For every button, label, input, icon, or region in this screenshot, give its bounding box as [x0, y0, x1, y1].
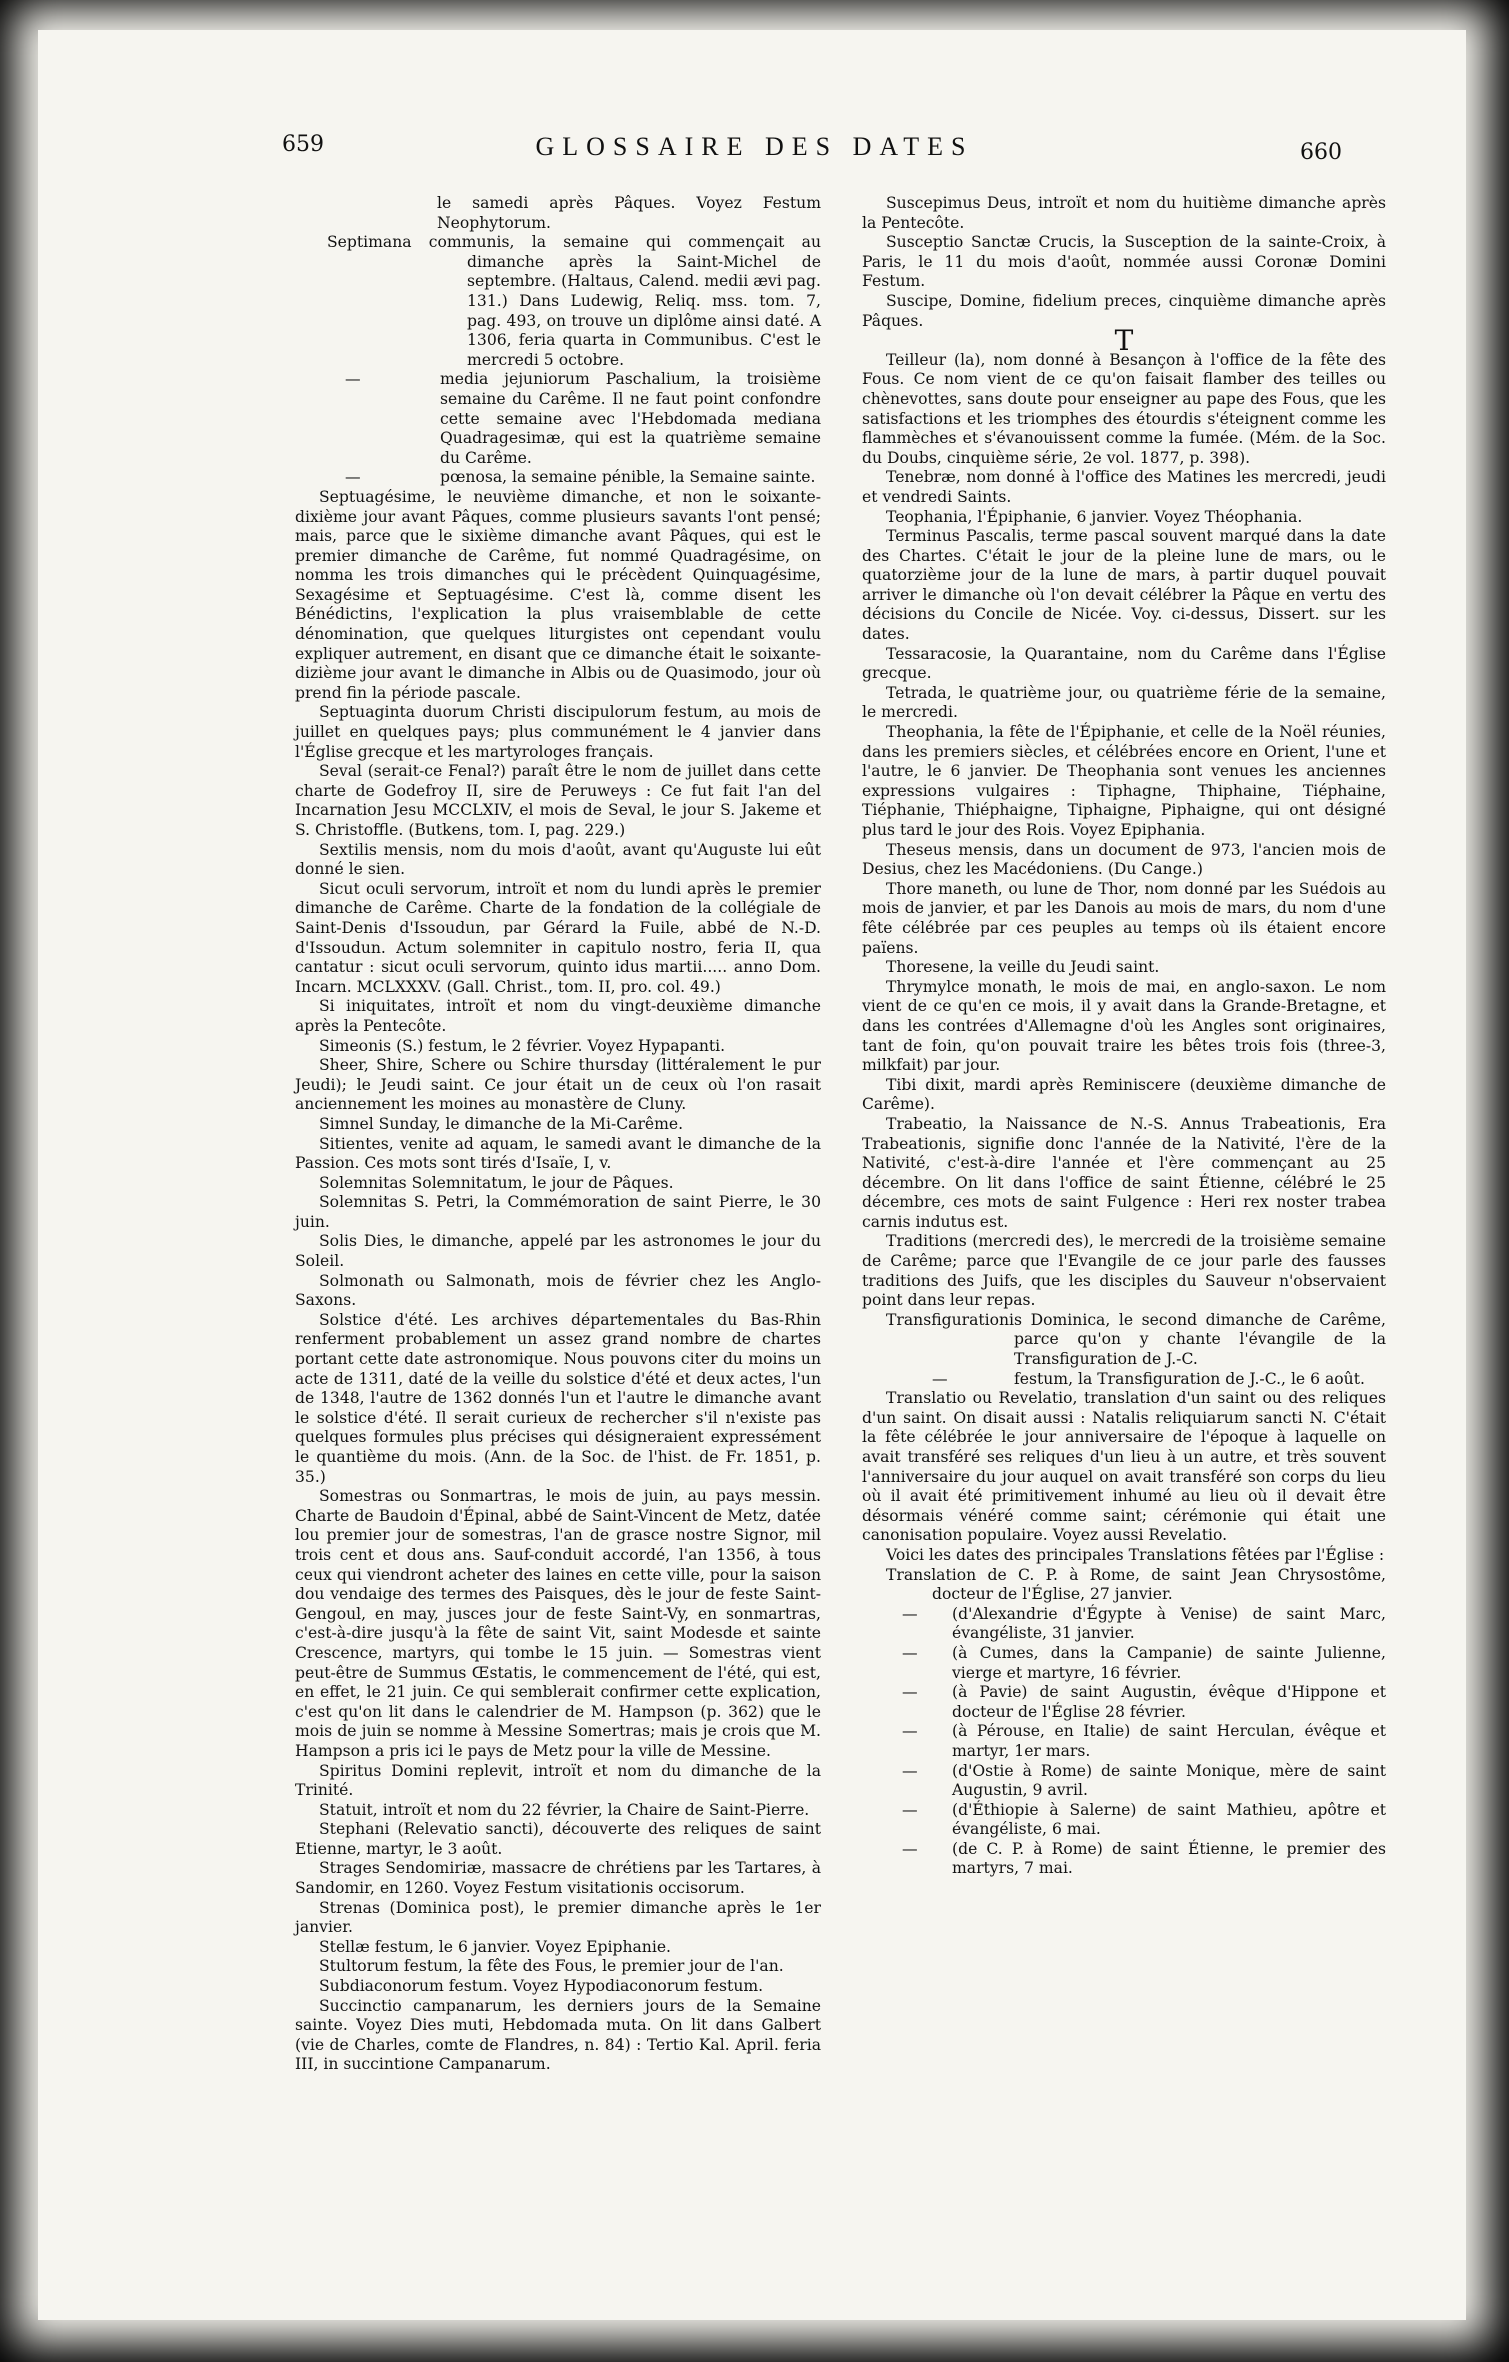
entry: Solmonath ou Salmonath, mois de février chez les Anglo-Saxons. [295, 1271, 821, 1310]
entry: Transfigurationis Dominica, le second dimanche de Carême, parce qu'on y chante l'évangile de la Transfiguration de J.-C. [886, 1310, 1386, 1369]
translation-item [862, 1683, 1386, 1722]
entry: Traditions (mercredi des), le mercredi de la troisième semaine de Carême; parce que l'Evangile de ce jour parle des fausses traditions des Juifs, que les disciples du Sauveur n'observaient point dans leur repas. [862, 1232, 1386, 1310]
entry: Suscepimus Deus, introït et nom du huitième dimanche après la Pentecôte. [862, 194, 1386, 232]
left-column [295, 194, 821, 2075]
entry: Simeonis (S.) festum, le 2 février. Voyez Hypapanti. [319, 1036, 726, 1055]
entry-text: (d'Ostie à Rome) de sainte Monique, mère de saint Augustin, 9 avril. [952, 1761, 1386, 1800]
entry-text: (de C. P. à Rome) de saint Étienne, le premier des martyrs, 7 mai. [952, 1839, 1386, 1878]
entry: Susceptio Sanctæ Crucis, la Susception de la sainte-Croix, à Paris, le 11 du mois d'août, nommée aussi Coronæ Domini Festum. [862, 233, 1386, 291]
entry: Stellæ festum, le 6 janvier. Voyez Epiphanie. [319, 1937, 672, 1956]
translation-item [862, 1801, 1386, 1840]
entry: Tessaracosie, la Quarantaine, nom du Carême dans l'Église grecque. [862, 644, 1386, 683]
entry: Sextilis mensis, nom du mois d'août, avant qu'Auguste lui eût donné le sien. [295, 840, 821, 879]
entry: Tibi dixit, mardi après Reminiscere (deuxième dimanche de Carême). [862, 1075, 1386, 1114]
dash-mark: — [902, 1761, 918, 1780]
entry-text: (d'Alexandrie d'Égypte à Venise) de saint Marc, évangéliste, 31 janvier. [952, 1604, 1386, 1643]
entry-text: (d'Éthiopie à Salerne) de saint Mathieu, apôtre et évangéliste, 6 mai. [952, 1800, 1386, 1839]
entry: Stultorum festum, la fête des Fous, le premier jour de l'an. [319, 1957, 784, 1976]
entry-text: (à Pérouse, en Italie) de saint Herculan, évêque et martyr, 1er mars. [952, 1722, 1386, 1760]
entry-text: festum, la Transfiguration de J.-C., le 6 août. [1014, 1369, 1365, 1388]
entry: Strages Sendomiriæ, massacre de chrétiens par les Tartares, à Sandomir, en 1260. Voyez Festum visitationis occisorum. [295, 1859, 821, 1898]
entry: Somestras ou Sonmartras, le mois de juin, au pays messin. Charte de Baudoin d'Épinal, abbé de Saint-Vincent de Metz, datée lou premier jour de somestras, l'an de grasce nostre Signor, mil trois cent et dous ans. Sauf-conduit accordé, l'an 1356, à tous ceux qui viendront acheter des laines en cette ville, pour la saison dou vendaige des termes des Paisques, dès le jour de feste Saint-Gengoul, en may, jusces jour de feste Saint-Vy, en sonmartras, c'est-à-dire jusqu'à la fête de saint Vit, saint Modesde et sainte Crescence, martyrs, qui tombe le 15 juin. — Somestras vient peut-être de Summus Œstatis, le commencement de l'été, qui est, en effet, le 21 juin. Ce qui semblerait confirmer cette explication, c'est qu'on lit dans le calendrier de M. Hampson (p. 362) que le mois de juin se nomme à Messine Somertras; mais je crois que M. Hampson a pris ici le pays de Metz pour la ville de Messine. [295, 1487, 821, 1760]
entry: le samedi après Pâques. Voyez Festum Neophytorum. [437, 194, 821, 232]
right-column [862, 194, 1386, 1879]
entry: Sicut oculi servorum, introït et nom du lundi après le premier dimanche de Carême. Charte de la fondation de la collégiale de Saint-Denis d'Issoudun, par Gérard la Fuile, abbé de N.-D. d'Issoudun. Actum solemniter in capitulo nostro, feria II, qua cantatur : sicut oculi servorum, quinto idus martii..... anno Dom. Incarn. MCLXXXV. (Gall. Christ., tom. II, pro. col. 49.) [295, 879, 821, 996]
entry: Solemnitas Solemnitatum, le jour de Pâques. [319, 1173, 674, 1192]
entry [295, 468, 821, 488]
translation-item [862, 1605, 1386, 1644]
dash-mark: — [932, 1369, 948, 1388]
entry: Thrymylce monath, le mois de mai, en anglo-saxon. Le nom vient de ce qu'en ce mois, il y avait dans la Grande-Bretagne, et dans les contrées d'Allemagne d'où les Angles sont originaires, tant de foin, qu'on pouvait traire les bêtes trois fois (three-3, milkfait) par jour. [862, 977, 1386, 1075]
entry: Translatio ou Revelatio, translation d'un saint ou des reliques d'un saint. On disait aussi : Natalis reliquiarum sancti N. C'était la fête célébrée le jour anniversaire de l'époque à laquelle on avait transféré ses reliques d'un lieu à un autre, et très souvent l'anniversaire du jour auquel on avait transféré son corps du lieu où il avait été primitivement inhumé au lieu où il devait être désormais vénéré comme saint; cérémonie qui était une canonisation populaire. Voyez aussi Revelatio. [862, 1389, 1386, 1545]
dash-mark: — [345, 468, 361, 487]
entry: Thore maneth, ou lune de Thor, nom donné par les Suédois au mois de janvier, et par les Danois au mois de mars, du nom d'une fête célébrée par ces peuples au temps où ils étaient encore païens. [862, 879, 1386, 957]
entry: Solis Dies, le dimanche, appelé par les astronomes le jour du Soleil. [295, 1232, 821, 1271]
entry: Tetrada, le quatrième jour, ou quatrième férie de la semaine, le mercredi. [862, 683, 1386, 722]
dash-mark: — [345, 370, 361, 389]
entry: Subdiaconorum festum. Voyez Hypodiaconorum festum. [319, 1977, 764, 1996]
entry: Sitientes, venite ad aquam, le samedi avant le dimanche de la Passion. Ces mots sont tirés d'Isaïe, I, v. [295, 1134, 821, 1173]
entry [295, 370, 821, 468]
entry: Theseus mensis, dans un document de 973, l'ancien mois de Desius, chez les Macédoniens. (Du Cange.) [862, 840, 1386, 879]
entry-text: pœnosa, la semaine pénible, la Semaine sainte. [440, 468, 816, 487]
translation-item: Translation de C. P. à Rome, de saint Jean Chrysostôme, docteur de l'Église, 27 janvier. [886, 1565, 1386, 1604]
translation-item [862, 1722, 1386, 1761]
entry: Teilleur (la), nom donné à Besançon à l'office de la fête des Fous. Ce nom vient de ce qu'on faisait flamber des teilles ou chènevottes, sans doute pour enseigner au pape des Fous, que les satisfactions et les triomphes des étourdis s'éteignent comme les flammèches et s'évanouissent comme la fumée. (Mém. de la Soc. du Doubs, cinquième série, 2e vol. 1877, p. 398). [862, 350, 1386, 467]
dash-mark: — [902, 1722, 918, 1741]
page-number-right: 660 [1300, 140, 1342, 165]
dash-mark: — [902, 1643, 918, 1662]
entry: Terminus Pascalis, terme pascal souvent marqué dans la date des Chartes. C'était le jour de la pleine lune de mars, ou le quatorzième jour de la lune de mars, à partir duquel pouvait arriver le dimanche où l'on devait célébrer la Pâque en vertu des décisions du Concile de Nicée. Voy. ci-dessus, Dissert. sur les dates. [862, 527, 1386, 644]
entry: Stephani (Relevatio sancti), découverte des reliques de saint Etienne, martyr, le 3 août. [295, 1820, 821, 1858]
translation-item [862, 1840, 1386, 1879]
entry: Spiritus Domini replevit, introït et nom du dimanche de la Trinité. [295, 1761, 821, 1800]
entry: Seval (serait-ce Fenal?) paraît être le nom de juillet dans cette charte de Godefroy II, sire de Peruweys : Ce fut fait l'an del Incarnation Jesu MCCLXIV, el mois de Seval, le jour S. Jakeme et S. Christoffle. (Butkens, tom. I, pag. 229.) [295, 762, 821, 839]
entry: Solemnitas S. Petri, la Commémoration de saint Pierre, le 30 juin. [295, 1193, 821, 1231]
entry: Voici les dates des principales Translations fêtées par l'Église : [886, 1545, 1385, 1564]
entry: Solstice d'été. Les archives départementales du Bas-Rhin renferment probablement un assez grand nombre de chartes portant cette date astronomique. Nous pouvons citer du moins un acte de 1311, daté de la veille du solstice d'été et deux actes, l'un de 1348, l'autre de 1362 donnés l'un et l'autre le dimanche avant le solstice d'été. Il serait curieux de rechercher s'il n'existe pas quelques formules plus précises qui désigneraient expressément le quantième du mois. (Ann. de la Soc. de l'hist. de Fr. 1851, p. 35.) [295, 1310, 821, 1486]
translation-item [862, 1644, 1386, 1683]
entry-text: (à Cumes, dans la Campanie) de sainte Julienne, vierge et martyre, 16 février. [952, 1643, 1386, 1682]
entry: Septuaginta duorum Christi discipulorum festum, au mois de juillet en quelques pays; plus communément le 4 janvier dans l'Église grecque et les martyrologes français. [295, 703, 821, 761]
section-letter: T [1114, 324, 1134, 358]
entry: Succinctio campanarum, les derniers jours de la Semaine sainte. Voyez Dies muti, Hebdomada muta. On lit dans Galbert (vie de Charles, comte de Flandres, n. 84) : Tertio Kal. April. feria III, in succintione Campanarum. [295, 1996, 821, 2074]
entry: Septimana communis, la semaine qui commençait au dimanche après la Saint-Michel de septembre. (Haltaus, Calend. medii ævi pag. 131.) Dans Ludewig, Reliq. mss. tom. 7, pag. 493, on trouve un diplôme ainsi daté. A 1306, feria quarta in Communibus. C'est le mercredi 5 octobre. [327, 233, 821, 369]
entry: Si iniquitates, introït et nom du vingt-deuxième dimanche après la Pentecôte. [295, 997, 821, 1035]
entry: Sheer, Shire, Schere ou Schire thursday (littéralement le pur Jeudi); le Jeudi saint. Ce jour était un de ceux où l'on rasait anciennement les moines au monastère de Cluny. [295, 1056, 821, 1114]
dash-mark: — [902, 1839, 918, 1858]
translation-item [862, 1762, 1386, 1801]
dash-mark: — [902, 1800, 918, 1819]
page-number-left: 659 [282, 132, 324, 157]
entry: Suscipe, Domine, fidelium preces, cinquième dimanche après Pâques. [862, 291, 1386, 330]
entry-text: media jejuniorum Paschalium, la troisième semaine du Carême. Il ne faut point confondre cette semaine avec l'Hebdomada mediana Quadragesimæ, qui est la quatrième semaine du Carême. [440, 370, 821, 467]
entry: Teophania, l'Épiphanie, 6 janvier. Voyez Théophania. [886, 507, 1303, 526]
entry: Simnel Sunday, le dimanche de la Mi-Carême. [319, 1114, 684, 1133]
entry: Thoresene, la veille du Jeudi saint. [886, 958, 1160, 977]
entry: Theophania, la fête de l'Épiphanie, et celle de la Noël réunies, dans les premiers siècles, et célébrées encore en Orient, l'une et l'autre, le 6 janvier. De Theophania sont venues les anciennes expressions vulgaires : Tiphagne, Thiphaine, Tiéphaine, Tiéphanie, Thiéphaigne, Tiphaigne, Piphaigne, qui ont désigné plus tard le jour des Rois. Voyez Epiphania. [862, 723, 1386, 839]
dash-mark: — [902, 1604, 918, 1623]
entry: Trabeatio, la Naissance de N.-S. Annus Trabeationis, Era Trabeationis, signifie donc l'année de la Nativité, l'ère de la Nativité, c'est-à-dire l'année et l'ère commençant au 25 décembre. On lit dans l'office de saint Étienne, célébré le 25 décembre, ces mots de saint Fulgence : Heri rex noster trabea carnis indutus est. [862, 1114, 1386, 1231]
entry: Statuit, introït et nom du 22 février, la Chaire de Saint-Pierre. [319, 1800, 810, 1819]
entry-text: (à Pavie) de saint Augustin, évêque d'Hippone et docteur de l'Église 28 février. [952, 1683, 1386, 1721]
entry: Strenas (Dominica post), le premier dimanche après le 1er janvier. [295, 1898, 821, 1937]
page-header [0, 132, 1509, 172]
entry [862, 1370, 1386, 1390]
dash-mark: — [902, 1683, 918, 1702]
entry: Tenebræ, nom donné à l'office des Matines les mercredi, jeudi et vendredi Saints. [862, 468, 1386, 506]
entry: Septuagésime, le neuvième dimanche, et non le soixante-dixième jour avant Pâques, comme plusieurs savants l'ont pensé; mais, parce que le sixième dimanche avant Pâques, qui est le premier dimanche de Carême, fut nommé Quadragésime, on nomma les trois dimanches qui le précèdent Quinquagésime, Sexagésime et Septuagésime. C'est là, comme disent les Bénédictins, l'explication la plus vraisemblable de cette dénomination, que quelques liturgistes ont cependant voulu expliquer autrement, en disant que ce dimanche était le soixante-dizième jour avant le dimanche in Albis ou de Quasimodo, jour où prend fin la période pascale. [295, 487, 821, 702]
running-title: GLOSSAIRE DES DATES [535, 132, 974, 161]
